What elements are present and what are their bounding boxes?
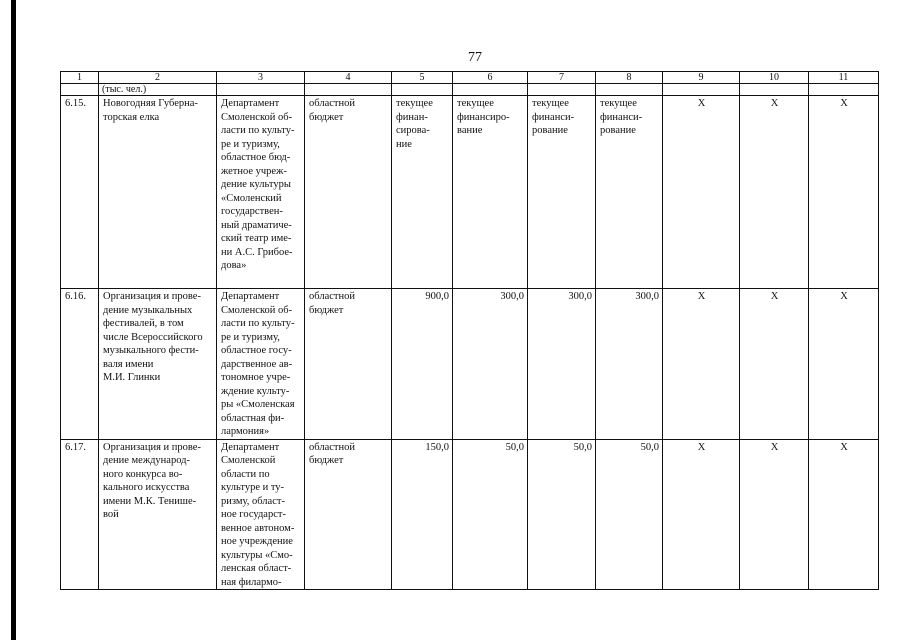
table-row xyxy=(61,289,879,440)
total-amount: 150,0 xyxy=(392,439,453,590)
empty-cell xyxy=(663,84,740,96)
column-number: 10 xyxy=(740,72,809,84)
empty-cell xyxy=(392,84,453,96)
column-number: 3 xyxy=(217,72,305,84)
year3-amount: 50,0 xyxy=(596,439,663,590)
column-number: 4 xyxy=(305,72,392,84)
unit-label: (тыс. чел.) xyxy=(99,84,217,96)
col9-value: Х xyxy=(663,439,740,590)
empty-cell xyxy=(596,84,663,96)
funding-source: областной бюджет xyxy=(305,439,392,590)
col11-value: Х xyxy=(809,289,879,440)
col10-value: Х xyxy=(740,96,809,289)
executor: Департамент Смоленской области по культуре и ту- ризму, област- ное государст- венное автоном- ное учреждение культуры «Смо- ленская област- ная филармо- xyxy=(217,439,305,590)
col9-value: Х xyxy=(663,289,740,440)
empty-cell xyxy=(528,84,596,96)
column-number: 6 xyxy=(453,72,528,84)
total-amount: 900,0 xyxy=(392,289,453,440)
column-number: 8 xyxy=(596,72,663,84)
col11-value: Х xyxy=(809,96,879,289)
total-amount: текущее финан- сирова- ние xyxy=(392,96,453,289)
empty-cell xyxy=(217,84,305,96)
column-number: 11 xyxy=(809,72,879,84)
col10-value: Х xyxy=(740,289,809,440)
column-number: 9 xyxy=(663,72,740,84)
empty-cell xyxy=(61,84,99,96)
funding-source: областной бюджет xyxy=(305,96,392,289)
unit-subheader-row xyxy=(61,84,879,96)
year1-amount: 300,0 xyxy=(453,289,528,440)
empty-cell xyxy=(453,84,528,96)
budget-table xyxy=(60,71,879,590)
row-number: 6.15. xyxy=(61,96,99,289)
scan-edge-bar xyxy=(11,0,16,640)
column-number: 5 xyxy=(392,72,453,84)
funding-source: областной бюджет xyxy=(305,289,392,440)
row-number: 6.17. xyxy=(61,439,99,590)
col10-value: Х xyxy=(740,439,809,590)
year2-amount: 300,0 xyxy=(528,289,596,440)
year2-amount: 50,0 xyxy=(528,439,596,590)
empty-cell xyxy=(305,84,392,96)
executor: Департамент Смоленской об- ласти по культу- ре и туризму, областное госу- дарственное ав- тономное учре- ждение культу- ры «Смоленская областная фи- лармония» xyxy=(217,289,305,440)
empty-cell xyxy=(740,84,809,96)
table-row xyxy=(61,96,879,289)
year1-amount: текущее финансиро- вание xyxy=(453,96,528,289)
col9-value: Х xyxy=(663,96,740,289)
page-number: 77 xyxy=(468,50,482,65)
activity-name: Организация и прове- дение музыкальных фестивалей, в том числе Всероссийского музыкального фести- валя имени М.И. Глинки xyxy=(99,289,217,440)
executor: Департамент Смоленской об- ласти по культу- ре и туризму, областное бюд- жетное учреж- дение культуры «Смоленский государствен- ный драматиче- ский театр име- ни А.С. Грибое- дова» xyxy=(217,96,305,289)
col11-value: Х xyxy=(809,439,879,590)
column-number: 7 xyxy=(528,72,596,84)
activity-name: Новогодняя Губерна- торская елка xyxy=(99,96,217,289)
empty-cell xyxy=(809,84,879,96)
column-number-row xyxy=(61,72,879,84)
year3-amount: 300,0 xyxy=(596,289,663,440)
column-number: 2 xyxy=(99,72,217,84)
column-number: 1 xyxy=(61,72,99,84)
table-row xyxy=(61,439,879,590)
activity-name: Организация и прове- дение международ- ного конкурса во- кального искусства имени М.К. Тенише- вой xyxy=(99,439,217,590)
row-number: 6.16. xyxy=(61,289,99,440)
year2-amount: текущее финанси- рование xyxy=(528,96,596,289)
year1-amount: 50,0 xyxy=(453,439,528,590)
year3-amount: текущее финанси- рование xyxy=(596,96,663,289)
